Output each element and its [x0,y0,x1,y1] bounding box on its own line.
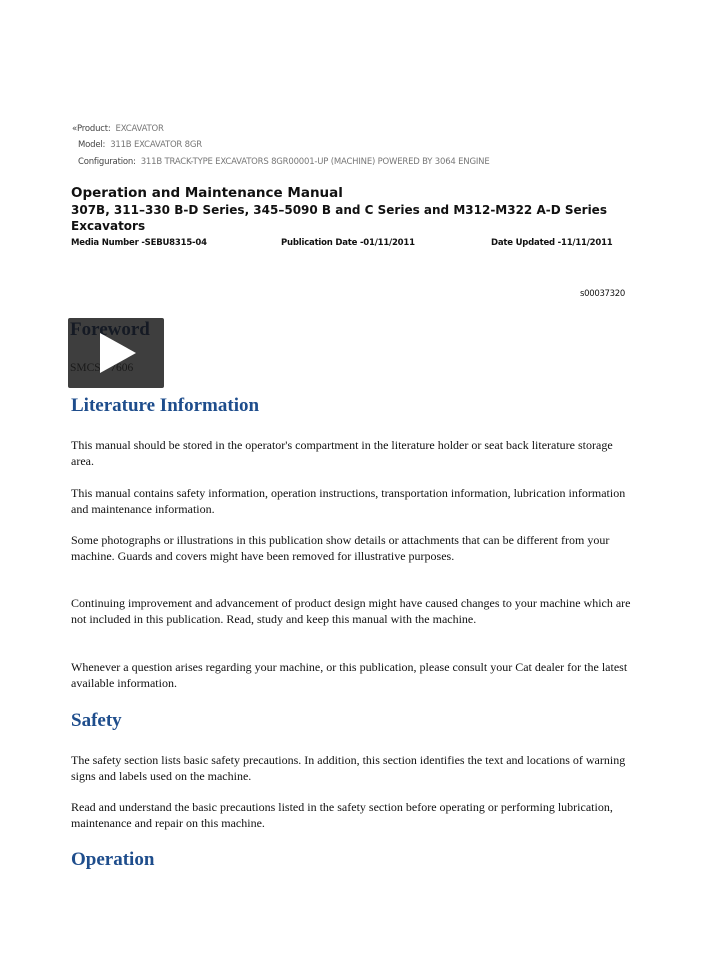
media-number: Media Number -SEBU8315-04 [71,238,207,248]
product-label: «Product: [72,124,111,134]
configuration-value: 311B TRACK-TYPE EXCAVATORS 8GR00001-UP (MACHINE) POWERED BY 3064 ENGINE [140,157,490,167]
safety-heading: Safety [71,710,122,731]
meta-model [78,140,202,150]
configuration-label: Configuration: [78,157,136,167]
literature-paragraph: This manual contains safety information, operation instructions, transportation information, lubrication information and maintenance information. [71,486,626,517]
video-play-button[interactable] [68,318,164,388]
literature-paragraph: Continuing improvement and advancement of product design might have caused changes to your machine which are not included in this publication. Read, study and keep this manual with the machine. [71,596,631,627]
manual-title: Operation and Maintenance Manual [71,185,343,201]
safety-paragraph: Read and understand the basic precautions listed in the safety section before operating or performing lubrication, maintenance and repair on this machine. [71,800,613,831]
meta-configuration [78,157,490,167]
meta-product [72,124,164,134]
date-updated: Date Updated -11/11/2011 [491,238,613,248]
document-id: s00037320 [580,289,625,299]
model-label: Model: [78,140,106,150]
literature-paragraph: This manual should be stored in the operator's compartment in the literature holder or seat back literature storage area. [71,438,613,469]
literature-paragraph: Whenever a question arises regarding your machine, or this publication, please consult your Cat dealer for the latest available information. [71,660,628,691]
product-value: EXCAVATOR [115,124,164,134]
safety-paragraph: The safety section lists basic safety precautions. In addition, this section identifies the text and locations of warning signs and labels used on the machine. [71,753,626,784]
play-icon [100,333,136,373]
manual-subtitle: 307B, 311–330 B-D Series, 345–5090 B and C Series and M312-M322 A-D Series Excavators [71,203,607,233]
literature-paragraph: Some photographs or illustrations in this publication show details or attachments that can be different from your machine. Guards and covers might have been removed for illustrative purposes. [71,533,610,564]
publication-date: Publication Date -01/11/2011 [281,238,415,248]
literature-heading: Literature Information [71,395,260,416]
model-value: 311B EXCAVATOR 8GR [110,140,202,150]
operation-heading: Operation [71,849,155,870]
